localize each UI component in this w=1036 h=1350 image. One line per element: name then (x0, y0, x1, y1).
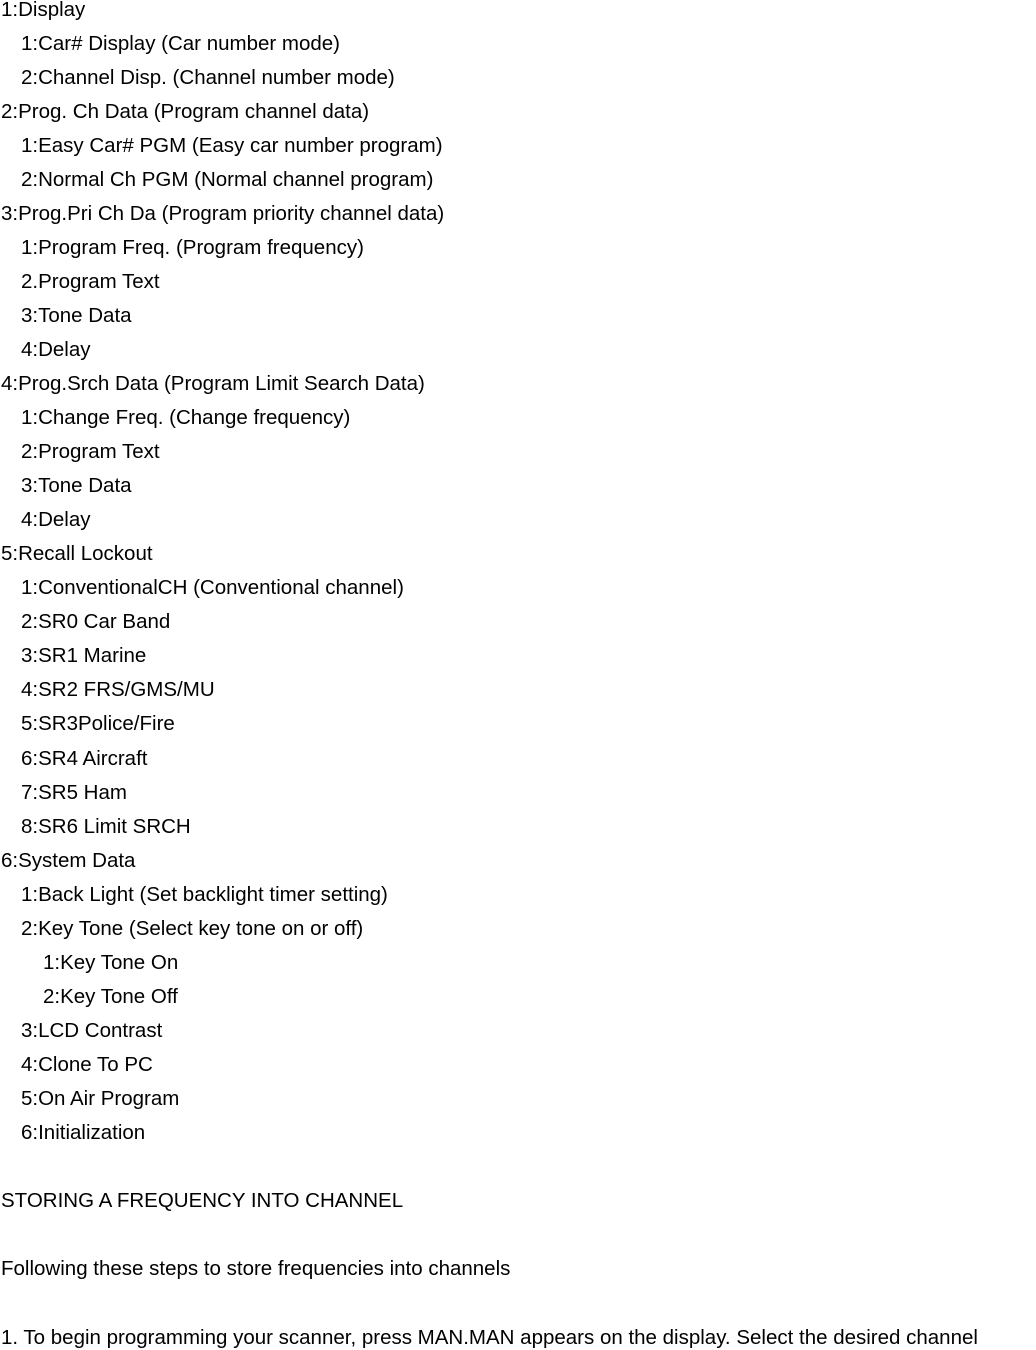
submenu-item-program-text: 2.Program Text (21, 270, 160, 293)
submenu-item-lcd-contrast: 3:LCD Contrast (21, 1019, 163, 1042)
submenu-item-sr2: 4:SR2 FRS/GMS/MU (21, 678, 215, 701)
submenu-item-tone-data: 3:Tone Data (21, 304, 132, 327)
submenu-item-sr0: 2:SR0 Car Band (21, 610, 171, 633)
submenu-item-program-freq: 1:Program Freq. (Program frequency) (21, 236, 364, 259)
menu-item-display: 1:Display (1, 0, 86, 21)
menu-item-prog-srch-data: 4:Prog.Srch Data (Program Limit Search Data) (1, 372, 425, 395)
submenu-item-sr1: 3:SR1 Marine (21, 644, 147, 667)
option-key-tone-off: 2:Key Tone Off (43, 985, 178, 1008)
submenu-item-back-light: 1:Back Light (Set backlight timer setting) (21, 883, 388, 906)
submenu-item-delay: 4:Delay (21, 338, 91, 361)
submenu-item-channel-disp: 2:Channel Disp. (Channel number mode) (21, 66, 395, 89)
submenu-item-delay: 4:Delay (21, 508, 91, 531)
menu-item-prog-ch-data: 2:Prog. Ch Data (Program channel data) (1, 100, 370, 123)
submenu-item-tone-data: 3:Tone Data (21, 474, 132, 497)
submenu-item-initialization: 6:Initialization (21, 1121, 146, 1144)
menu-item-prog-pri-ch-data: 3:Prog.Pri Ch Da (Program priority channel data) (1, 202, 445, 225)
option-key-tone-on: 1:Key Tone On (43, 951, 179, 974)
submenu-item-sr6: 8:SR6 Limit SRCH (21, 815, 191, 838)
submenu-item-key-tone: 2:Key Tone (Select key tone on or off) (21, 917, 364, 940)
submenu-item-program-text: 2:Program Text (21, 440, 160, 463)
menu-item-system-data: 6:System Data (1, 849, 136, 872)
step-1-text: 1. To begin programming your scanner, press MAN.MAN appears on the display. Select the desired channel (1, 1326, 978, 1349)
submenu-item-easy-car-pgm: 1:Easy Car# PGM (Easy car number program) (21, 134, 443, 157)
submenu-item-normal-ch-pgm: 2:Normal Ch PGM (Normal channel program) (21, 168, 434, 191)
menu-item-recall-lockout: 5:Recall Lockout (1, 542, 153, 565)
submenu-item-sr4: 6:SR4 Aircraft (21, 747, 148, 770)
submenu-item-on-air-program: 5:On Air Program (21, 1087, 180, 1110)
submenu-item-sr5: 7:SR5 Ham (21, 781, 127, 804)
submenu-item-clone-to-pc: 4:Clone To PC (21, 1053, 153, 1076)
submenu-item-sr3: 5:SR3Police/Fire (21, 712, 175, 735)
submenu-item-car-display: 1:Car# Display (Car number mode) (21, 32, 341, 55)
section-heading: STORING A FREQUENCY INTO CHANNEL (1, 1189, 404, 1212)
section-intro: Following these steps to store frequencies into channels (1, 1257, 511, 1280)
submenu-item-change-freq: 1:Change Freq. (Change frequency) (21, 406, 351, 429)
submenu-item-conventional-ch: 1:ConventionalCH (Conventional channel) (21, 576, 404, 599)
